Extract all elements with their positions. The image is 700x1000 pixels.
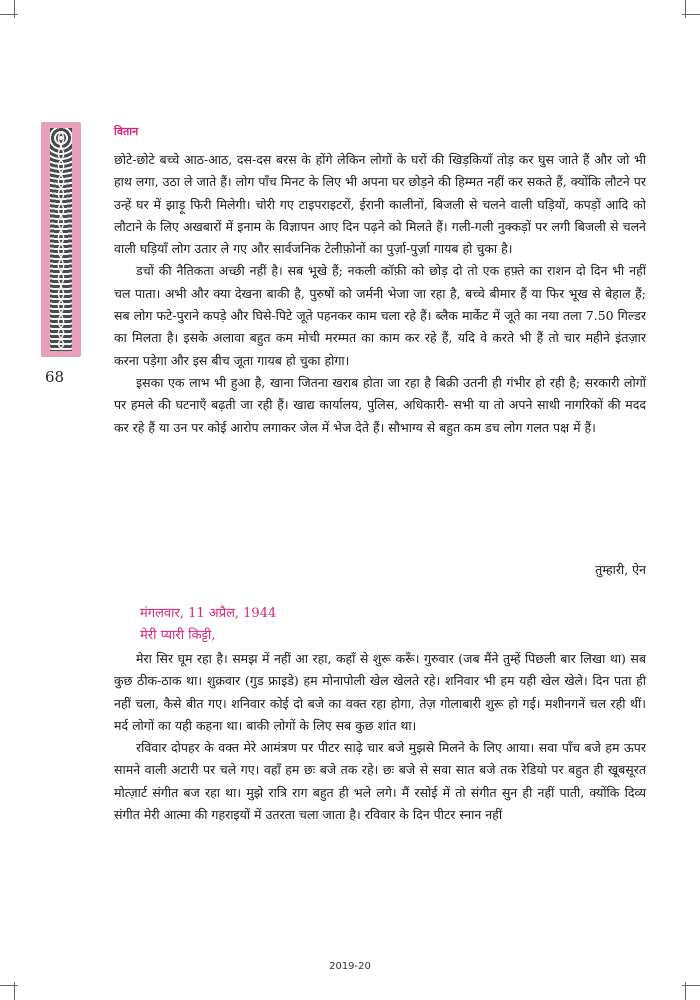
crop-mark [0, 14, 18, 15]
page-number: 68 [45, 368, 65, 386]
ornament-swirl-icon [50, 128, 72, 351]
signature: तुम्हारी, ऐन [595, 562, 646, 577]
paragraph: डचों की नैतिकता अच्छी नहीं है। सब भूखे हैं; नकली कॉफ़ी को छोड़ दो तो एक हफ़्ते का राशन दो दिन भी नहीं चल पाता। अभी और क्या देखना बाकी है, पुरुषों को जर्मनी भेजा जा रहा है, बच्चे बीमार हैं या फिर भूख से बेहाल हैं; सब लोग फटे-पुराने कपड़े और घिसे-पिटे जूते पहनकर काम चला रहे हैं। ब्लैक मार्केट में जूते का नया तला 7.50 गिल्डर का मिलता है। इसके अलावा बहुत कम मोची मरम्मत का काम कर रहे हैं, यदि वे करते भी हैं तो चार महीने इंतज़ार करना पड़ेगा और इस बीच जूता गायब हो चुका होगा। [114, 263, 646, 368]
crop-mark [0, 985, 18, 986]
paragraph: रविवार दोपहर के वक्त मेरे आमंत्रण पर पीटर साढ़े चार बजे मुझसे मिलने के लिए आया। सवा पाँच बजे हम ऊपर सामने वाली अटारी पर चले गए। वहाँ हम छः बजे तक रहे। छः बजे से सवा सात बजे तक रेडियो पर बहुत ही खूबसूरत मोत्ज़ार्ट संगीत बज रहा था। मुझे रात्रि राग बहुत ही भले लगे। मैं रसोई में तो संगीत सुन ही नहीं पाती, क्योंकि दिव्य संगीत मेरी आत्मा की गहराइयों में उतरता चला जाता है। रविवार के दिन पीटर स्नान नहीं [114, 740, 646, 823]
decorative-ornament-border [41, 122, 81, 357]
paragraph: छोटे-छोटे बच्चे आठ-आठ, दस-दस बरस के होंगे लेकिन लोगों के घरों की खिड़कियाँ तोड़ कर घुस जाते हैं और जो भी हाथ लगा, उठा ले जाते हैं। लोग पाँच मिनट के लिए भी अपना घर छोड़ने की हिम्मत नहीं कर सकते हैं, क्योंकि लौटने पर उन्हें घर में झाड़ू फिरी मिलेगी। चोरी गए टाइपराइटरों, ईरानी कालीनों, बिजली से चलने वाली घड़ियों, कपड़ों आदि को लौटाने के लिए अखबारों में इनाम के विज्ञापन आए दिन पढ़ने को मिलते हैं। गली-गली नुक्कड़ों पर लगी बिजली से चलने वाली घड़ियाँ लोग उतार ले गए और सार्वजनिक टेलीफ़ोनों का पुर्ज़ा-पुर्ज़ा गायब हो चुका है। [114, 152, 646, 257]
salutation: मेरी प्यारी किट्टी, [140, 628, 216, 643]
crop-mark [14, 0, 15, 18]
diary-entry-body [114, 648, 646, 826]
crop-mark [685, 0, 686, 18]
crop-mark [14, 982, 15, 1000]
crop-mark [685, 982, 686, 1000]
letter-body [114, 149, 646, 439]
paragraph: मेरा सिर घूम रहा है। समझ में नहीं आ रहा, कहाँ से शुरू करूँ। गुरुवार (जब मैंने तुम्हें पिछली बार लिखा था) सब कुछ ठीक-ठाक था। शुक्रवार (गुड फ्राइडे) हम मोनापोली खेल खेलते रहे। शनिवार भी हम यही खेल खेले। दिन पता ही नहीं चला, कैसे बीत गए। शनिवार कोई दो बजे का वक्त रहा होगा, तेज़ गोलाबारी शुरू हो गई। मशीनगनें चल रही थीं। मर्द लोगों का यही कहना था। बाकी लोगों के लिए सब कुछ शांत था। [114, 651, 646, 733]
section-title: वितान [114, 125, 139, 138]
paragraph: इसका एक लाभ भी हुआ है, खाना जितना खराब होता जा रहा है बिक्री उतनी ही गंभीर हो रही है; सरकारी लोगों पर हमले की घटनाएँ बढ़ती जा रही हैं। खाद्य कार्यालय, पुलिस, अधिकारी- सभी या तो अपने साथी नागरिकों की मदद कर रहे हैं या उन पर कोई आरोप लगाकर जेल में भेज देते हैं। सौभाग्य से बहुत कम डच लोग गलत पक्ष में हैं। [114, 374, 646, 435]
entry-date: मंगलवार, 11 अप्रैल, 1944 [140, 606, 277, 621]
footer-year: 2019-20 [329, 961, 371, 972]
